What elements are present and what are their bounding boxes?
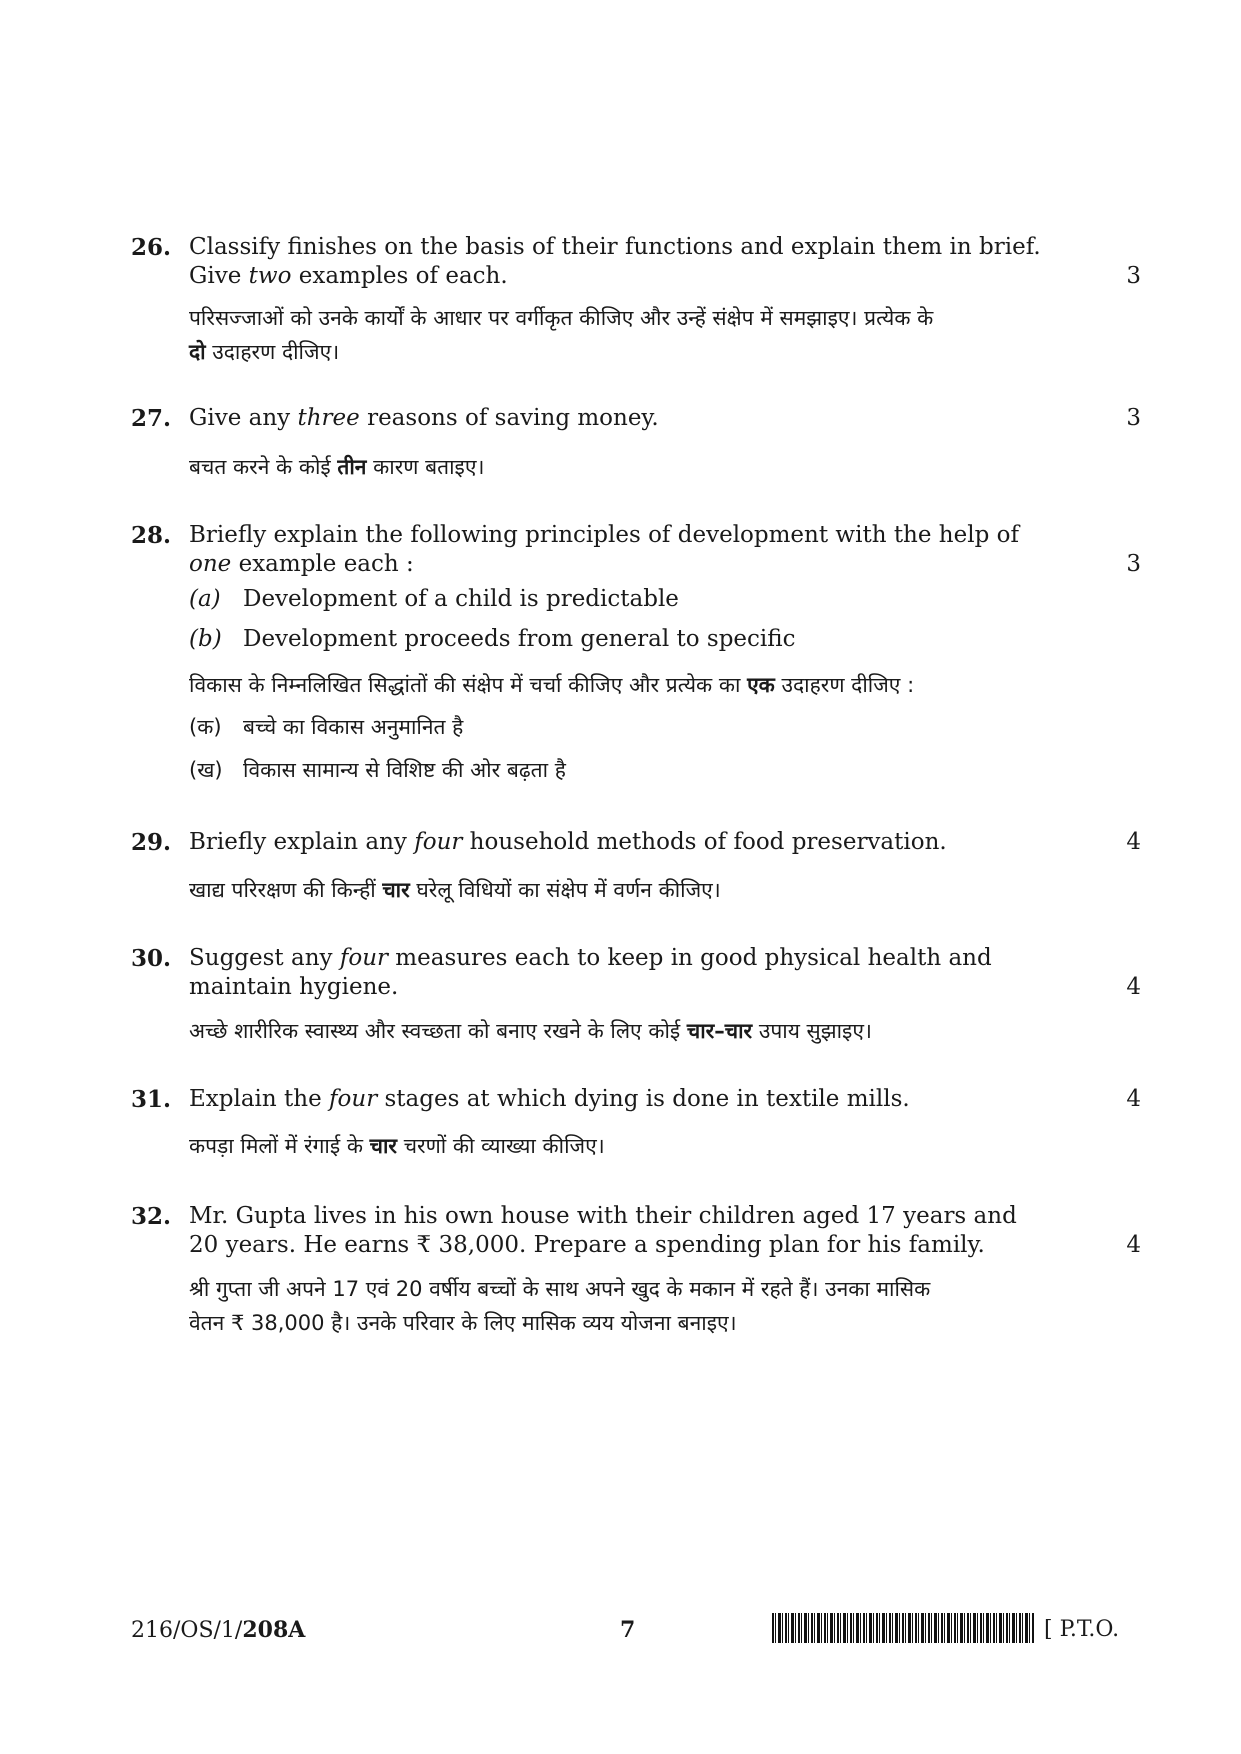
question-text-hi: विकास के निम्नलिखित सिद्धांतों की संक्षेप में चर्चा कीजिए और प्रत्येक का एक उदाहरण दीजिए : [189, 673, 915, 697]
question-text-en: Explain the four stages at which dying is done in textile mills. [189, 1086, 910, 1112]
marks: 4 [1126, 1086, 1141, 1112]
paper-code: 216/OS/1/208A [131, 1617, 306, 1643]
question-text-en: Suggest any four measures each to keep in good physical health and maintain hygiene. [189, 945, 992, 1000]
question-number: 29. [131, 829, 172, 856]
question-text-en: Classify finishes on the basis of their functions and explain them in brief. Give two examples of each. [189, 234, 1041, 289]
marks: 4 [1126, 1232, 1141, 1258]
question-number: 27. [131, 405, 172, 432]
question-text-en: Briefly explain the following principles of development with the help of one example each : [189, 522, 1019, 577]
marks: 3 [1126, 405, 1141, 431]
sub-item-ka: (क) बच्चे का विकास अनुमानित है [189, 715, 464, 739]
question-text-hi: श्री गुप्ता जी अपने 17 एवं 20 वर्षीय बच्चों के साथ अपने खुद के मकान में रहते हैं। उनका मासिक वेतन ₹ 38,000 है। उनके परिवार के लिए मासिक व्यय योजना बनाइए। [189, 1277, 931, 1335]
sub-item-b: (b) Development proceeds from general to specific [189, 626, 796, 652]
question-text-hi: कपड़ा मिलों में रंगाई के चार चरणों की व्याख्या कीजिए। [189, 1134, 605, 1158]
question-number: 32. [131, 1203, 172, 1230]
marks: 3 [1126, 263, 1141, 289]
marks: 4 [1126, 974, 1141, 1000]
pto-label: [ P.T.O. [1044, 1617, 1120, 1642]
question-text-hi: अच्छे शारीरिक स्वास्थ्य और स्वच्छता को बनाए रखने के लिए कोई चार–चार उपाय सुझाइए। [189, 1019, 872, 1043]
sub-item-a: (a) Development of a child is predictable [189, 586, 679, 612]
question-number: 26. [131, 234, 172, 261]
question-text-hi: परिसज्जाओं को उनके कार्यों के आधार पर वर्गीकृत कीजिए और उन्हें संक्षेप में समझाइए। प्रत्येक के दो उदाहरण दीजिए। [189, 306, 934, 364]
marks: 3 [1126, 551, 1141, 577]
question-text-hi: बचत करने के कोई तीन कारण बताइए। [189, 455, 485, 479]
page-number: 7 [620, 1617, 636, 1643]
question-text-en: Give any three reasons of saving money. [189, 405, 659, 431]
question-number: 28. [131, 522, 172, 549]
marks: 4 [1126, 829, 1141, 855]
question-number: 31. [131, 1086, 172, 1113]
question-text-en: Briefly explain any four household methods of food preservation. [189, 829, 947, 855]
barcode [772, 1613, 1034, 1643]
question-number: 30. [131, 945, 172, 972]
question-text-en: Mr. Gupta lives in his own house with their children aged 17 years and 20 years. He earns ₹ 38,000. Prepare a spending plan for his family. [189, 1203, 1017, 1258]
question-text-hi: खाद्य परिरक्षण की किन्हीं चार घरेलू विधियों का संक्षेप में वर्णन कीजिए। [189, 878, 721, 902]
sub-item-kha: (ख) विकास सामान्य से विशिष्ट की ओर बढ़ता है [189, 758, 566, 782]
